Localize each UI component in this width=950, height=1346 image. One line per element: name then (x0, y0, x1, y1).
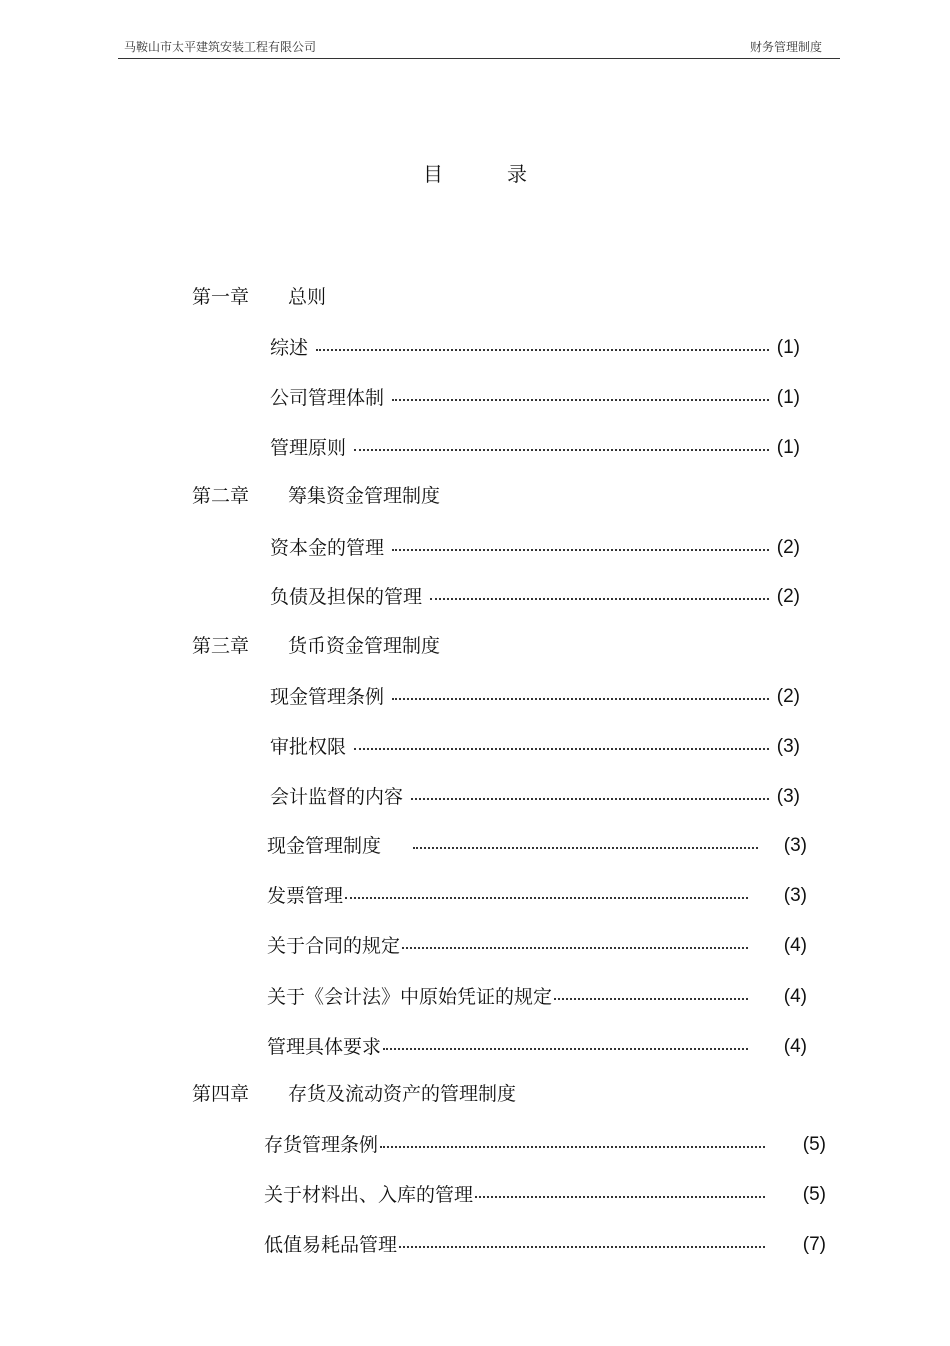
toc-entry[interactable] (264, 1230, 826, 1260)
dot-leader (411, 798, 769, 800)
toc-entry-page: (3) (776, 786, 800, 807)
toc-entry-page: (5) (802, 1184, 826, 1205)
toc-entry[interactable] (270, 582, 800, 612)
chapter-heading-3 (192, 631, 440, 661)
chapter-heading-2 (192, 481, 440, 511)
dot-leader (554, 998, 748, 1000)
dot-leader (430, 598, 769, 600)
page-header (118, 36, 840, 59)
dot-leader (316, 349, 769, 351)
toc-entry-label: 发票管理 (267, 885, 344, 907)
toc-entry[interactable] (270, 433, 800, 463)
chapter-heading-4 (192, 1079, 516, 1109)
toc-entry-label: 审批权限 (270, 736, 347, 758)
toc-entry-page: (4) (783, 935, 807, 956)
toc-entry[interactable] (264, 1180, 826, 1210)
toc-entry-page: (3) (783, 885, 807, 906)
toc-entry-label: 关于材料出、入库的管理 (264, 1184, 474, 1206)
toc-entry-label: 管理原则 (270, 437, 347, 459)
chapter-heading-1 (192, 282, 326, 312)
toc-entry-label: 现金管理条例 (270, 686, 385, 708)
chapter-number: 第三章 (192, 635, 250, 657)
toc-entry-page: (2) (776, 586, 800, 607)
dot-leader (399, 1246, 765, 1248)
dot-leader (475, 1196, 765, 1198)
toc-entry[interactable] (267, 982, 807, 1012)
chapter-number: 第四章 (192, 1083, 250, 1105)
dot-leader (392, 549, 769, 551)
toc-entry-label: 资本金的管理 (270, 537, 385, 559)
toc-entry-page: (3) (783, 835, 807, 856)
toc-entry-page: (4) (783, 986, 807, 1007)
toc-entry-page: (1) (776, 387, 800, 408)
chapter-title: 存货及流动资产的管理制度 (288, 1083, 517, 1105)
toc-entry-page: (1) (776, 337, 800, 358)
company-name: 马鞍山市太平建筑安装工程有限公司 (124, 40, 317, 54)
document-title: 财务管理制度 (749, 40, 822, 54)
toc-entry-page: (2) (776, 686, 800, 707)
toc-entry-label: 负债及担保的管理 (270, 586, 423, 608)
toc-entry-page: (7) (802, 1234, 826, 1255)
chapter-title: 总则 (288, 286, 327, 308)
dot-leader (354, 449, 769, 451)
dot-leader (345, 897, 748, 899)
toc-title-left: 目 (423, 162, 443, 186)
toc-entry[interactable] (270, 782, 800, 812)
dot-leader (383, 1048, 748, 1050)
toc-entry[interactable] (267, 831, 807, 861)
dot-leader (413, 847, 758, 849)
toc-entry[interactable] (267, 1032, 807, 1062)
toc-entry[interactable] (270, 383, 800, 413)
toc-entry-page: (2) (776, 537, 800, 558)
toc-entry[interactable] (267, 931, 807, 961)
toc-entry-label: 会计监督的内容 (270, 786, 404, 808)
toc-entry-label: 存货管理条例 (264, 1134, 379, 1156)
toc-entry-page: (4) (783, 1036, 807, 1057)
dot-leader (402, 947, 748, 949)
toc-entry[interactable] (264, 1130, 826, 1160)
toc-entry-page: (1) (776, 437, 800, 458)
toc-entry-label: 低值易耗品管理 (264, 1234, 398, 1256)
toc-entry-label: 管理具体要求 (267, 1036, 382, 1058)
chapter-title: 筹集资金管理制度 (288, 485, 441, 507)
toc-entry-page: (3) (776, 736, 800, 757)
toc-entry-label: 公司管理体制 (270, 387, 385, 409)
toc-entry-label: 现金管理制度 (267, 835, 382, 857)
chapter-number: 第一章 (192, 286, 250, 308)
toc-entry[interactable] (270, 682, 800, 712)
toc-entry-label: 关于《会计法》中原始凭证的规定 (267, 986, 553, 1008)
toc-entry[interactable] (270, 533, 800, 563)
toc-entry[interactable] (267, 881, 807, 911)
dot-leader (392, 399, 769, 401)
toc-entry-page: (5) (802, 1134, 826, 1155)
dot-leader (380, 1146, 765, 1148)
toc-entry-label: 关于合同的规定 (267, 935, 401, 957)
chapter-title: 货币资金管理制度 (288, 635, 441, 657)
toc-title (0, 158, 950, 187)
dot-leader (354, 748, 769, 750)
toc-entry[interactable] (270, 333, 800, 363)
toc-title-right: 录 (507, 162, 527, 186)
dot-leader (392, 698, 769, 700)
chapter-number: 第二章 (192, 485, 250, 507)
toc-entry-label: 综述 (270, 337, 309, 359)
toc-entry[interactable] (270, 732, 800, 762)
